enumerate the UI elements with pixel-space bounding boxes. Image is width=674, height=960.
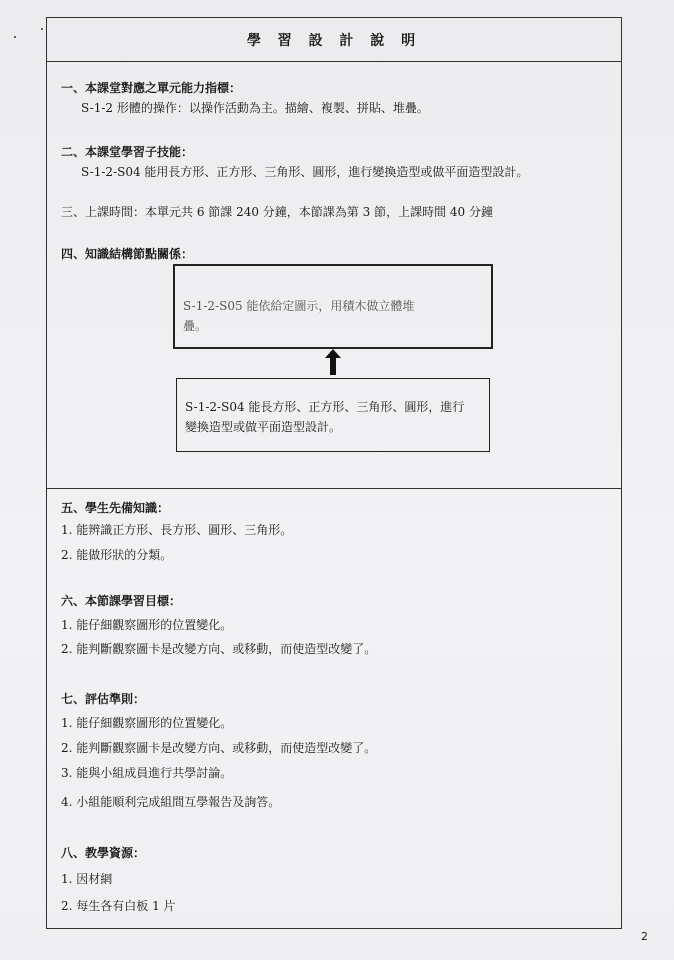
- section-5-item: 1. 能辨識正方形、長方形、圓形、三角形。: [61, 523, 293, 537]
- section-6-heading: 六、本節課學習目標：: [61, 594, 182, 608]
- section-7-item: 2. 能判斷觀察圖卡是改變方向、或移動，而使造型改變了。: [61, 741, 377, 755]
- knowledge-node-current: [176, 378, 490, 452]
- section-2-heading: 二、本課堂學習子技能：: [61, 145, 194, 159]
- up-arrow-shaft: [330, 356, 336, 375]
- section-6-item: 2. 能判斷觀察圖卡是改變方向、或移動，而使造型改變了。: [61, 642, 377, 656]
- section-4-heading: 四、知識結構節點關係：: [61, 247, 194, 261]
- section-7-item: 4. 小組能順利完成組間互學報告及詢答。: [61, 795, 281, 809]
- section-7-item: 1. 能仔細觀察圖形的位置變化。: [61, 716, 233, 730]
- section-8-item: 2. 每生各有白板 1 片: [61, 899, 176, 913]
- section-5-heading: 五、學生先備知識：: [61, 501, 170, 515]
- section-1-heading: 一、本課堂對應之單元能力指標：: [61, 81, 242, 95]
- knowledge-node-target: [173, 264, 493, 349]
- section-3-line: 三、上課時間：本單元共 6 節課 240 分鐘，本節課為第 3 節，上課時間 40 分鐘: [61, 205, 493, 219]
- node-current-line-2: 變換造型或做平面造型設計。: [185, 420, 342, 434]
- section-8-item: 1. 因材網: [61, 872, 113, 886]
- page-title: 學 習 設 計 說 明: [47, 18, 621, 62]
- section-6-item: 1. 能仔細觀察圖形的位置變化。: [61, 618, 233, 632]
- speck: [14, 36, 16, 38]
- document-frame: [46, 17, 622, 929]
- section-divider: [47, 488, 621, 489]
- node-target-line-1: S-1-2-S05 能依給定圖示，用積木做立體堆: [183, 299, 415, 313]
- section-5-item: 2. 能做形狀的分類。: [61, 548, 173, 562]
- section-1-body: S-1-2 形體的操作：以操作活動為主。描繪、複製、拼貼、堆疊。: [81, 101, 429, 115]
- node-current-line-1: S-1-2-S04 能長方形、正方形、三角形、圓形，進行: [185, 400, 465, 414]
- page-number: 2: [641, 930, 648, 943]
- section-2-body: S-1-2-S04 能用長方形、正方形、三角形、圓形，進行變換造型或做平面造型設計。: [81, 165, 529, 179]
- speck: [41, 28, 43, 30]
- section-7-heading: 七、評估準則：: [61, 692, 146, 706]
- node-target-line-2: 疊。: [183, 319, 208, 333]
- section-7-item: 3. 能與小組成員進行共學討論。: [61, 766, 233, 780]
- section-8-heading: 八、教學資源：: [61, 846, 146, 860]
